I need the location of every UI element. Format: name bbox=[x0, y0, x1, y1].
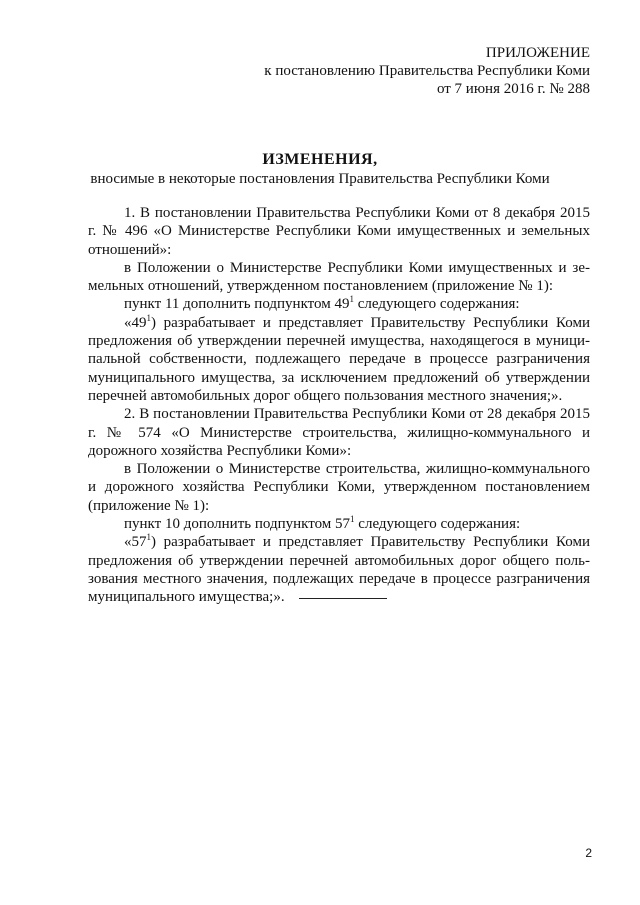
paragraph-4 bbox=[88, 314, 590, 405]
document-subtitle: вносимые в некоторые постановления Правительства Республики Коми bbox=[90, 171, 550, 187]
end-divider-line bbox=[299, 598, 387, 599]
document-body bbox=[88, 204, 590, 607]
document-title: ИЗМЕНЕНИЯ, bbox=[262, 151, 378, 168]
paragraph-7-text-b: следующего содержания: bbox=[354, 516, 521, 533]
paragraph-1: 1. В постановлении Правительства Республики Коми от 8 декабря 2015 г. № 496 «О Министерстве Республики Коми имущественных и земельных отношений»: bbox=[88, 205, 590, 258]
appendix-resolution-ref: к постановлению Правительства Республики Коми bbox=[264, 63, 590, 79]
paragraph-5: 2. В постановлении Правительства Республики Коми от 28 декабря 2015 г. № 574 «О Министерстве строительства, жилищно-коммунального и дорожного хозяйства Республики Коми»: bbox=[88, 406, 590, 459]
appendix-date-number: от 7 июня 2016 г. № 288 bbox=[436, 81, 590, 97]
paragraph-7-text-a: пункт 10 дополнить подпунктом 57 bbox=[124, 516, 351, 533]
paragraph-2: в Положении о Министерстве Республики Коми имущественных и земельных отношений, утвержденном постановлением (приложение № 1): bbox=[88, 259, 590, 295]
paragraph-8 bbox=[88, 533, 590, 606]
paragraph-8-text-b: ) разрабатывает и представляет Правительству Республики Коми предложения об утверждении перечней автомобильных дорог общего пользования местного значения, подлежащих передаче в процессе разграничения муниципального имущества;». bbox=[88, 534, 590, 606]
paragraph-3 bbox=[88, 295, 590, 313]
paragraph-3-text-a: пункт 11 дополнить подпунктом 49 bbox=[124, 296, 350, 313]
paragraph-4-text-b: ) разрабатывает и представляет Правительству Республики Коми предложения об утверждении перечней имущества, находящегося в муниципальной собственности, подлежащего передаче в процессе разграничения муниципального имущества, за исключением предложений об утверждении перечней автомобильных дорог общего пользования местного значения;». bbox=[88, 314, 590, 404]
paragraph-3-superscript: 1 bbox=[349, 294, 354, 305]
page-number: 2 bbox=[585, 846, 592, 860]
appendix-label: ПРИЛОЖЕНИЕ bbox=[485, 45, 590, 61]
paragraph-4-superscript: 1 bbox=[146, 312, 151, 323]
appendix-header bbox=[264, 44, 590, 98]
paragraph-4-text-a: «49 bbox=[124, 314, 147, 331]
paragraph-7-superscript: 1 bbox=[350, 514, 355, 525]
paragraph-8-superscript: 1 bbox=[146, 532, 151, 543]
paragraph-7 bbox=[88, 515, 590, 533]
paragraph-8-text-a: «57 bbox=[124, 534, 147, 551]
paragraph-6: в Положении о Министерстве строительства, жилищно-коммунального и дорожного хозяйства Республики Коми, утвержденном постановлением (приложение № 1): bbox=[88, 461, 590, 514]
paragraph-3-text-b: следующего содержания: bbox=[353, 296, 520, 313]
